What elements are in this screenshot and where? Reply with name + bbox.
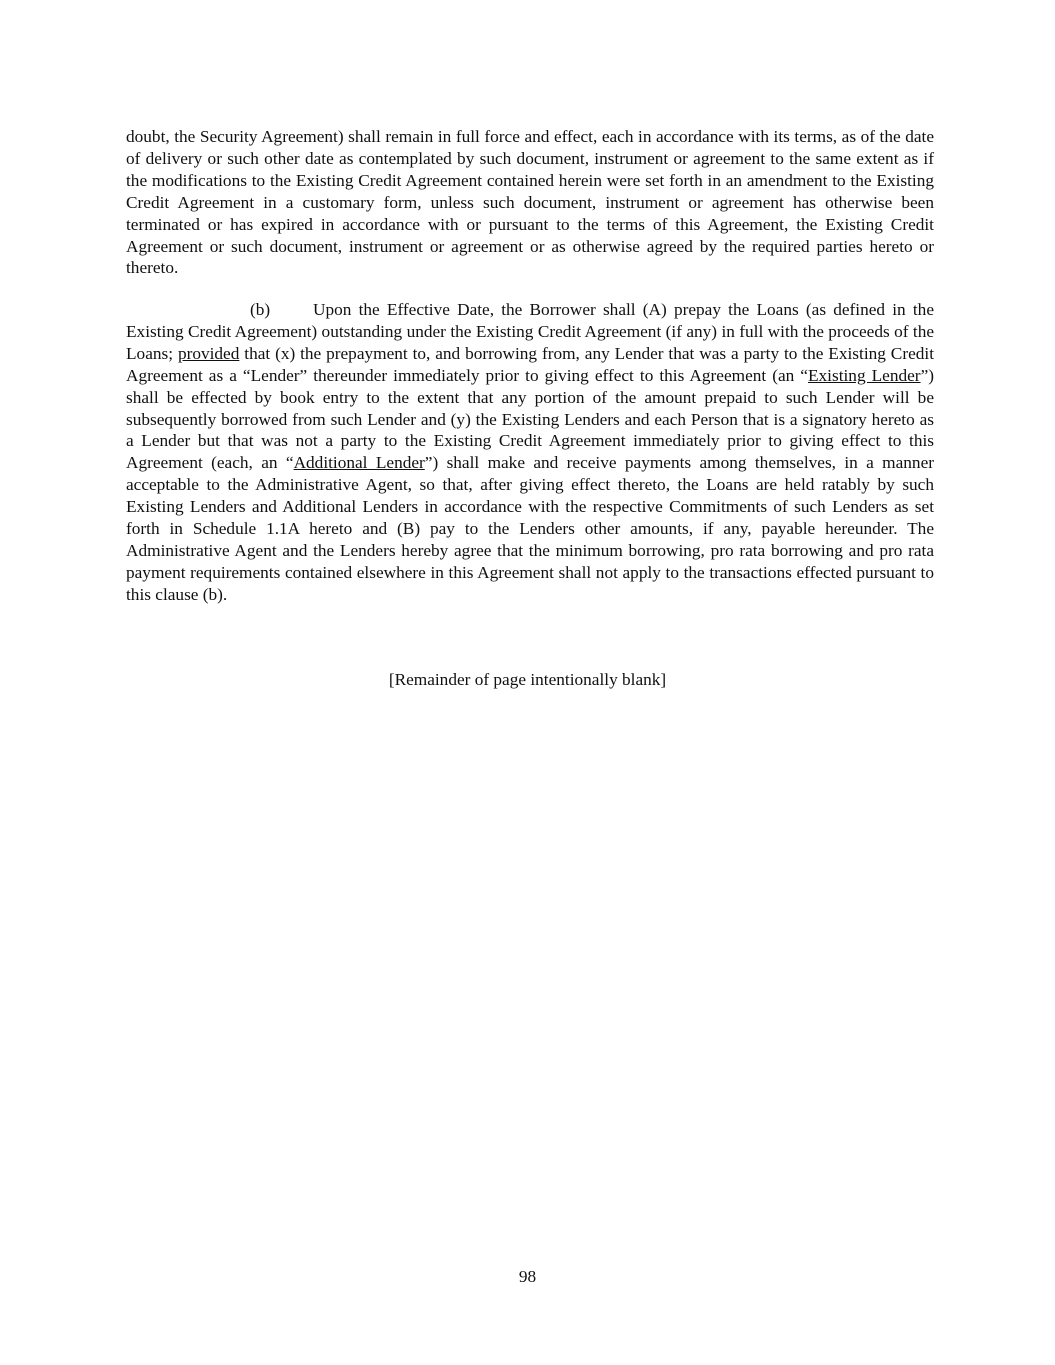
paragraph-continued: doubt, the Security Agreement) shall remain in full force and effect, each in accordance with its terms, as of the date of delivery or such other date as contemplated by such document, instrument or agreement to the same extent as if the modifications to the Existing Credit Agreement contained herein were set forth in an amendment to the Existing Credit Agreement in a customary form, unless such document, instrument or agreement has otherwise been terminated or has expired in accordance with or pursuant to the terms of this Agreement, the Existing Credit Agreement or such document, instrument or agreement or as otherwise agreed by the required parties hereto or thereto. [126, 127, 934, 278]
defined-term-provided: provided [177, 343, 240, 363]
paragraph-b [126, 299, 934, 606]
remainder-blank-note: [Remainder of page intentionally blank] [388, 670, 667, 689]
paragraph-b-text-2: that (x) the prepayment to, and borrowing from, any Lender that was a party to the Existing Credit Agreement as a “Lender” thereunder immediately prior to giving effect to this Agreement (an “ [126, 343, 935, 385]
paragraph-b-text-1: Upon the Effective Date, the Borrower shall (A) prepay the Loans (as defined in the Existing Credit Agreement) outstanding under the Existing Credit Agreement (if any) in full with the proceeds of the Loans; [126, 300, 934, 363]
paragraph-b-text-4: ”) shall make and receive payments among themselves, in a manner acceptable to the Administrative Agent, so that, after giving effect thereto, the Loans are held ratably by such Existing Lenders and Additional Lenders in accordance with the respective Commitments of such Lenders as set forth in Schedule 1.1A hereto and (B) pay to the Lenders other amounts, if any, payable hereunder. The Administrative Agent and the Lenders hereby agree that the minimum borrowing, pro rata borrowing and pro rata payment requirements contained elsewhere in this Agreement shall not apply to the transactions effected pursuant to this clause (b). [126, 453, 934, 604]
clause-label-b: (b) [250, 300, 271, 319]
defined-term-additional-lender: Additional Lender [293, 453, 425, 473]
page-number: 98 [518, 1267, 537, 1286]
defined-term-existing-lender: Existing Lender [807, 365, 921, 385]
paragraph-b-text-3: ”) shall be effected by book entry to the extent that any portion of the amount prepaid to such Lender will be subsequently borrowed from such Lender and (y) the Existing Lenders and each Person that is a signatory hereto as a Lender but that was not a party to the Existing Credit Agreement immediately prior to giving effect to this Agreement (each, an “ [126, 365, 934, 473]
